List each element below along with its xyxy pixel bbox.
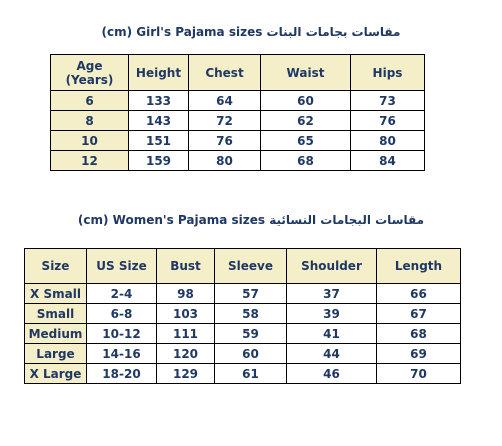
column-header-shoulder: Shoulder bbox=[287, 249, 377, 284]
table-cell: 12 bbox=[51, 151, 129, 171]
column-header-age: Age (Years) bbox=[51, 55, 129, 91]
table-cell: 98 bbox=[157, 284, 215, 304]
girls-size-table bbox=[50, 54, 425, 171]
girls-size-chart-title: (cm) Girl's Pajama sizes مقاسات بجامات البنات bbox=[101, 25, 401, 39]
table-cell: 80 bbox=[351, 131, 425, 151]
table-cell: Small bbox=[25, 304, 87, 324]
table-cell: 58 bbox=[215, 304, 287, 324]
table-row bbox=[51, 151, 425, 171]
table-cell: 120 bbox=[157, 344, 215, 364]
table-cell: 159 bbox=[129, 151, 189, 171]
table-cell: 80 bbox=[189, 151, 261, 171]
table-cell: 46 bbox=[287, 364, 377, 384]
table-cell: 103 bbox=[157, 304, 215, 324]
table-cell: 129 bbox=[157, 364, 215, 384]
women-size-chart-title: (cm) Women's Pajama sizes مقاسات البجامات النسائية bbox=[77, 213, 425, 227]
table-cell: 111 bbox=[157, 324, 215, 344]
column-header-height: Height bbox=[129, 55, 189, 91]
table-cell: 151 bbox=[129, 131, 189, 151]
table-cell: 37 bbox=[287, 284, 377, 304]
column-header-waist: Waist bbox=[261, 55, 351, 91]
table-cell: 10 bbox=[51, 131, 129, 151]
table-cell: 84 bbox=[351, 151, 425, 171]
table-cell: 66 bbox=[377, 284, 461, 304]
column-header-us-size: US Size bbox=[87, 249, 157, 284]
table-row bbox=[25, 284, 461, 304]
table-cell: 39 bbox=[287, 304, 377, 324]
table-cell: 6 bbox=[51, 91, 129, 111]
table-cell: 70 bbox=[377, 364, 461, 384]
table-cell: 41 bbox=[287, 324, 377, 344]
table-cell: 64 bbox=[189, 91, 261, 111]
table-row bbox=[25, 304, 461, 324]
table-cell: 60 bbox=[261, 91, 351, 111]
table-cell: Medium bbox=[25, 324, 87, 344]
table-cell: 14-16 bbox=[87, 344, 157, 364]
table-cell: 143 bbox=[129, 111, 189, 131]
table-cell: 60 bbox=[215, 344, 287, 364]
table-cell: 67 bbox=[377, 304, 461, 324]
table-row bbox=[25, 364, 461, 384]
column-header-sleeve: Sleeve bbox=[215, 249, 287, 284]
column-header-chest: Chest bbox=[189, 55, 261, 91]
table-cell: 133 bbox=[129, 91, 189, 111]
table-cell: 2-4 bbox=[87, 284, 157, 304]
table-cell: 76 bbox=[189, 131, 261, 151]
table-cell: 6-8 bbox=[87, 304, 157, 324]
table-header-row bbox=[51, 55, 425, 91]
table-row bbox=[51, 91, 425, 111]
table-row bbox=[51, 131, 425, 151]
table-cell: 59 bbox=[215, 324, 287, 344]
table-cell: 73 bbox=[351, 91, 425, 111]
table-cell: X Large bbox=[25, 364, 87, 384]
table-cell: 18-20 bbox=[87, 364, 157, 384]
column-header-size: Size bbox=[25, 249, 87, 284]
table-cell: 72 bbox=[189, 111, 261, 131]
table-cell: 69 bbox=[377, 344, 461, 364]
column-header-bust: Bust bbox=[157, 249, 215, 284]
table-cell: 61 bbox=[215, 364, 287, 384]
column-header-length: Length bbox=[377, 249, 461, 284]
table-cell: 10-12 bbox=[87, 324, 157, 344]
table-row bbox=[25, 344, 461, 364]
column-header-hips: Hips bbox=[351, 55, 425, 91]
table-cell: 62 bbox=[261, 111, 351, 131]
table-cell: Large bbox=[25, 344, 87, 364]
table-cell: X Small bbox=[25, 284, 87, 304]
table-row bbox=[25, 324, 461, 344]
women-size-table bbox=[24, 248, 461, 384]
table-cell: 44 bbox=[287, 344, 377, 364]
table-row bbox=[51, 111, 425, 131]
table-cell: 68 bbox=[377, 324, 461, 344]
table-cell: 57 bbox=[215, 284, 287, 304]
table-cell: 76 bbox=[351, 111, 425, 131]
table-cell: 68 bbox=[261, 151, 351, 171]
table-cell: 8 bbox=[51, 111, 129, 131]
table-header-row bbox=[25, 249, 461, 284]
table-cell: 65 bbox=[261, 131, 351, 151]
